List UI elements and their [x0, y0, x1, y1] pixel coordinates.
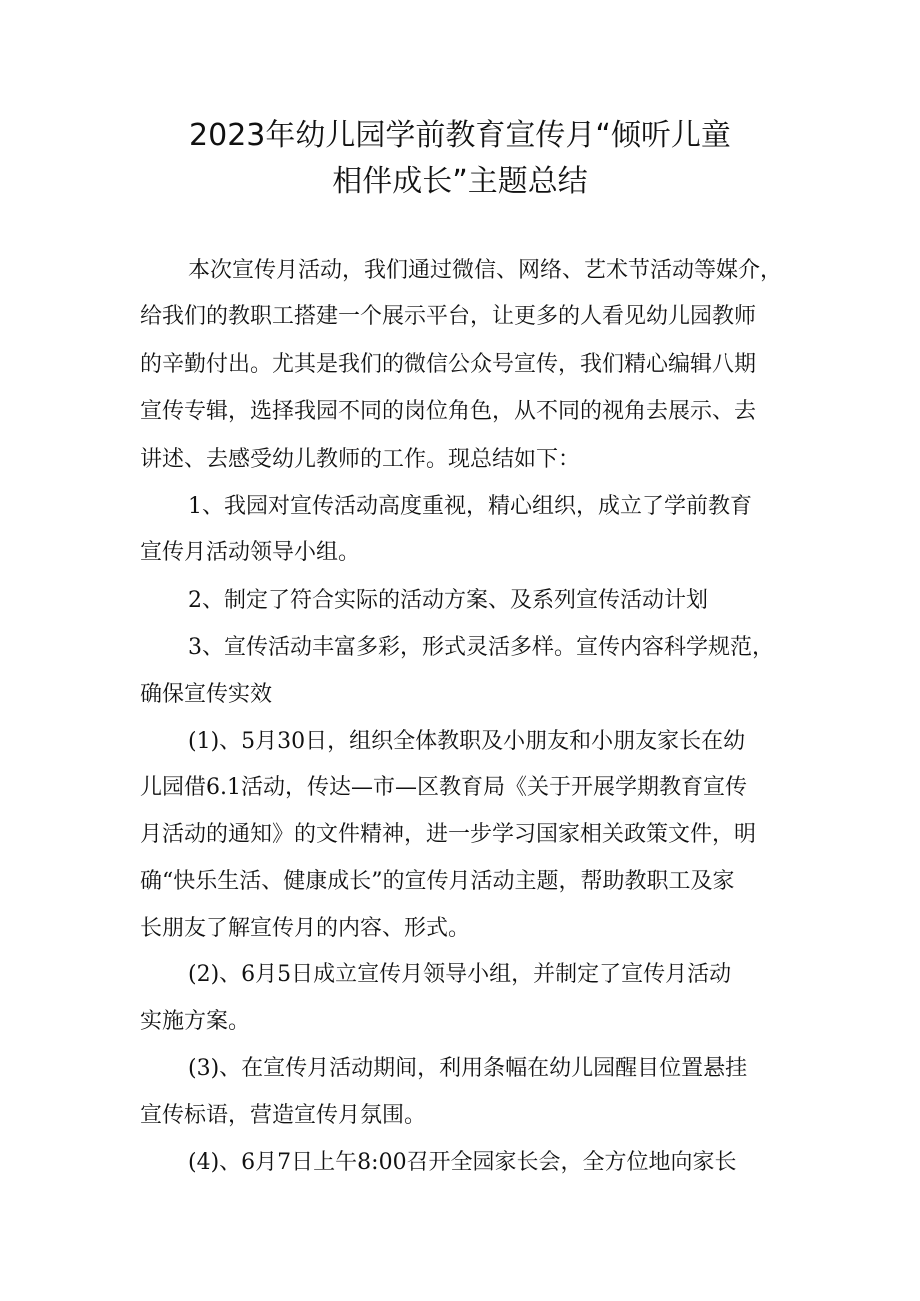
- body-line: 宣传专辑，选择我园不同的岗位角色，从不同的视角去展示、去: [140, 399, 757, 424]
- body-line: 3、宣传活动丰富多彩，形式灵活多样。宣传内容科学规范，: [188, 635, 774, 660]
- body-line: 实施方案。: [140, 1009, 251, 1034]
- body-line: 本次宣传月活动，我们通过微信、网络、艺术节活动等媒介，: [188, 258, 783, 283]
- body-line: 宣传标语，营造宣传月氛围。: [140, 1103, 427, 1128]
- body-line: 的辛勤付出。尤其是我们的微信公众号宣传，我们精心编辑八期: [140, 352, 757, 377]
- body-line: 儿园借6.1活动，传达—市—区教育局《关于开展学期教育宣传: [140, 775, 747, 800]
- body-line: (2)、6月5日成立宣传月领导小组，并制定了宣传月活动: [188, 962, 732, 987]
- body-line: 讲述、去感受幼儿教师的工作。现总结如下：: [140, 447, 581, 472]
- body-line: 月活动的通知》的文件精神，进一步学习国家相关政策文件，明: [140, 822, 757, 847]
- body-line: (1)、5月30日，组织全体教职及小朋友和小朋友家长在幼: [188, 729, 746, 754]
- body-line: 确保宣传实效: [140, 682, 273, 707]
- body-line: (4)、6月7日上午8:00召开全园家长会，全方位地向家长: [188, 1150, 737, 1175]
- body-line: 宣传月活动领导小组。: [140, 540, 361, 565]
- body-line: 长朋友了解宣传月的内容、形式。: [140, 916, 471, 941]
- body-line: 2、制定了符合实际的活动方案、及系列宣传活动计划: [188, 588, 708, 613]
- document-title-line-2: 相伴成长”主题总结: [332, 164, 588, 199]
- document-title-line-1: 2023年幼儿园学前教育宣传月“倾听儿童: [189, 118, 731, 153]
- body-line: 1、我园对宣传活动高度重视，精心组织，成立了学前教育: [188, 494, 752, 519]
- body-line: (3)、在宣传月活动期间，利用条幅在幼儿园醒目位置悬挂: [188, 1056, 748, 1081]
- body-line: 给我们的教职工搭建一个展示平台，让更多的人看见幼儿园教师: [140, 304, 757, 329]
- body-line: 确“快乐生活、健康成长”的宣传月活动主题，帮助教职工及家: [140, 869, 735, 894]
